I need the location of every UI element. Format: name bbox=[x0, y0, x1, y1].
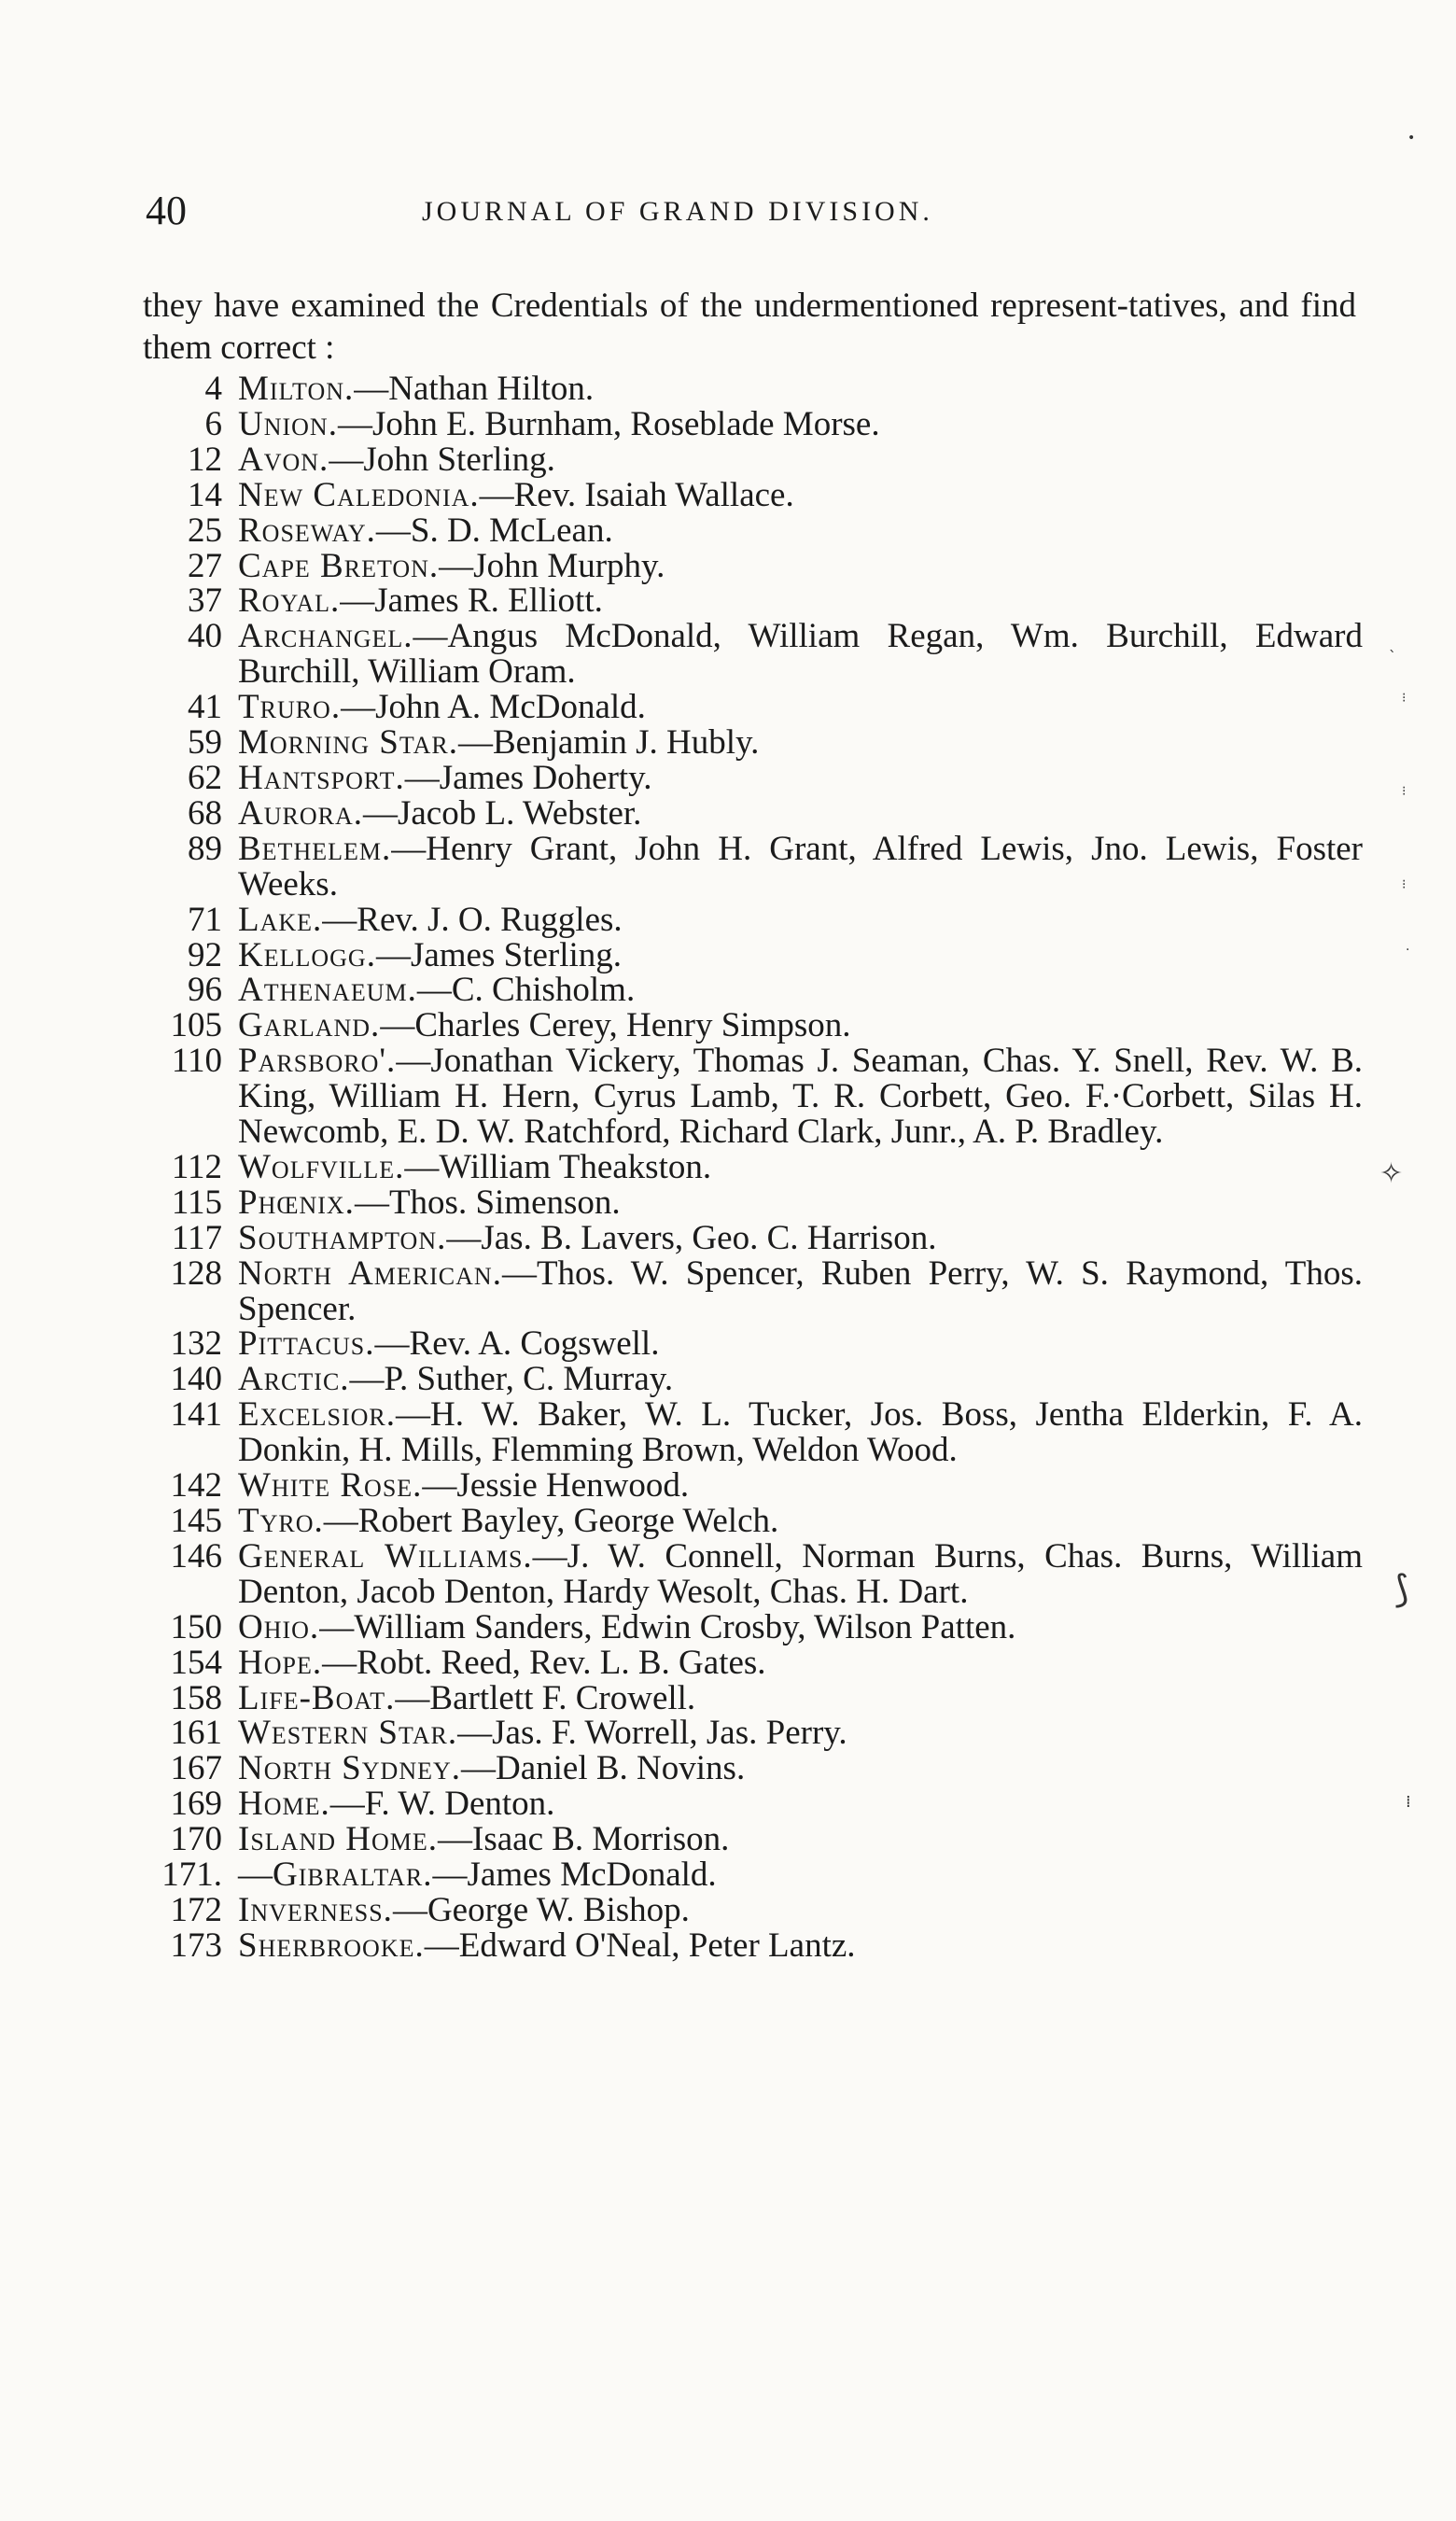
list-item bbox=[140, 442, 1363, 478]
representative-names: —Bartlett F. Crowell. bbox=[395, 1678, 696, 1717]
list-item bbox=[140, 1326, 1363, 1362]
lodge-name: North Sydney. bbox=[238, 1749, 461, 1788]
division-number: 117 bbox=[171, 1218, 222, 1257]
representative-names: —Jacob L. Webster. bbox=[362, 793, 642, 833]
list-item bbox=[140, 725, 1363, 761]
lodge-name: Cape Breton. bbox=[238, 546, 440, 585]
list-item bbox=[140, 583, 1363, 619]
list-item bbox=[140, 1504, 1363, 1539]
lodge-name: North American. bbox=[238, 1253, 502, 1293]
division-number: 167 bbox=[170, 1749, 222, 1788]
lodge-name: Phœnix. bbox=[238, 1183, 355, 1222]
division-number: 170 bbox=[170, 1820, 222, 1859]
lodge-name: Morning Star. bbox=[238, 723, 458, 763]
margin-specks: • ˎ ⁝ ⁝ ⁝ · ✧ ⟆ ⁞ bbox=[1379, 131, 1416, 1812]
lodge-name: Milton. bbox=[238, 370, 355, 408]
lodge-name: Archangel. bbox=[238, 617, 413, 656]
lodge-name: New Caledonia. bbox=[238, 475, 480, 514]
lodge-name: Royal. bbox=[238, 581, 341, 621]
representative-names: —Edward O'Neal, Peter Lantz. bbox=[424, 1926, 856, 1965]
division-number: 128 bbox=[170, 1253, 222, 1293]
representative-names: —Rev. J. O. Ruggles. bbox=[322, 900, 623, 939]
representative-names: —Daniel B. Novins. bbox=[461, 1749, 746, 1788]
division-number: 140 bbox=[170, 1360, 222, 1399]
representative-names: —Thos. Simenson. bbox=[354, 1183, 621, 1222]
list-item bbox=[140, 829, 1363, 903]
representative-names: —Isaac B. Morrison. bbox=[438, 1820, 730, 1859]
lodge-name: Union. bbox=[238, 404, 338, 443]
representative-names: —Angus McDonald, William Regan, Wm. Burchill, Edward Burchill, William Oram. bbox=[238, 617, 1363, 692]
lodge-name: White Rose. bbox=[238, 1466, 423, 1506]
representative-names: —Robt. Reed, Rev. L. B. Gates. bbox=[322, 1643, 766, 1682]
representative-names: —John A. McDonald. bbox=[341, 688, 646, 727]
lodge-name: Truro. bbox=[238, 688, 342, 727]
division-number: 37 bbox=[188, 581, 222, 621]
representative-names: —Henry Grant, John H. Grant, Alfred Lewis, Jno. Lewis, Foster Weeks. bbox=[238, 829, 1363, 903]
list-item bbox=[140, 793, 1363, 833]
lodge-name: Sherbrooke. bbox=[238, 1926, 425, 1965]
lodge-name: Island Home. bbox=[238, 1820, 438, 1859]
lodge-name: Kellogg. bbox=[238, 935, 376, 974]
list-item bbox=[140, 1928, 1363, 1964]
representative-names: —Jessie Henwood. bbox=[422, 1466, 690, 1506]
intro-paragraph: they have examined the Credentials of the undermentioned represent-tatives, and find them correct : bbox=[143, 287, 1356, 367]
division-number: 146 bbox=[170, 1536, 222, 1576]
representative-names: —Thos. W. Spencer, Ruben Perry, W. S. Raymond, Thos. Spencer. bbox=[238, 1253, 1363, 1328]
division-number: 141 bbox=[170, 1395, 222, 1435]
division-number: 4 bbox=[204, 370, 222, 408]
representative-names: —F. W. Denton. bbox=[329, 1785, 555, 1824]
page-number: 40 bbox=[146, 188, 187, 233]
representative-names: —Jas. F. Worrell, Jas. Perry. bbox=[457, 1714, 847, 1753]
division-number: 40 bbox=[188, 617, 222, 656]
list-item bbox=[140, 1857, 1363, 1893]
lodge-name: Bethelem. bbox=[238, 829, 392, 868]
lodge-name: Southampton. bbox=[238, 1218, 447, 1257]
lodge-name: Hantsport. bbox=[238, 758, 405, 797]
list-item bbox=[140, 1362, 1363, 1397]
representative-names: —Nathan Hilton. bbox=[354, 370, 595, 408]
running-title: JOURNAL OF GRAND DIVISION. bbox=[422, 196, 933, 227]
lodge-name: Life-Boat. bbox=[238, 1678, 396, 1717]
lodge-name: Avon. bbox=[238, 440, 329, 479]
representative-names: —S. D. McLean. bbox=[375, 511, 613, 550]
list-item bbox=[140, 935, 1363, 974]
division-number: 161 bbox=[170, 1714, 222, 1753]
list-item bbox=[140, 900, 1363, 939]
list-item bbox=[140, 1678, 1363, 1717]
representative-names: —William Sanders, Edwin Crosby, Wilson Patten. bbox=[319, 1607, 1016, 1646]
lodge-name: Parsboro'. bbox=[238, 1042, 397, 1081]
lodge-name: Inverness. bbox=[238, 1890, 393, 1929]
lodge-name: Athenaeum. bbox=[238, 971, 417, 1010]
representative-names: —Benjamin J. Hubly. bbox=[458, 723, 760, 763]
list-item bbox=[140, 475, 1363, 514]
representative-names: —John Sterling. bbox=[329, 440, 555, 479]
division-number: 158 bbox=[170, 1678, 222, 1717]
representative-names: —John Murphy. bbox=[439, 546, 665, 585]
representative-names: —Charles Cerey, Henry Simpson. bbox=[380, 1006, 851, 1045]
division-number: 145 bbox=[170, 1502, 222, 1540]
list-item bbox=[140, 1890, 1363, 1929]
list-item bbox=[140, 1716, 1363, 1751]
list-item bbox=[140, 1218, 1363, 1257]
lodge-prefix: — bbox=[238, 1856, 273, 1895]
list-item bbox=[140, 973, 1363, 1008]
list-item bbox=[140, 513, 1363, 549]
division-number: 171. bbox=[161, 1856, 222, 1895]
lodge-name: Lake. bbox=[238, 900, 323, 939]
division-number: 59 bbox=[188, 723, 222, 763]
division-number: 105 bbox=[170, 1006, 222, 1045]
representative-names: —James McDonald. bbox=[432, 1856, 717, 1895]
division-number: 96 bbox=[188, 971, 222, 1010]
representative-names: —Robert Bayley, George Welch. bbox=[323, 1502, 779, 1540]
lodge-name: Garland. bbox=[238, 1006, 381, 1045]
division-number: 89 bbox=[188, 829, 222, 868]
list-item bbox=[140, 1536, 1363, 1611]
representative-names: —Rev. A. Cogswell. bbox=[374, 1324, 660, 1364]
lodge-name: Arctic. bbox=[238, 1360, 350, 1399]
division-number: 172 bbox=[170, 1890, 222, 1929]
list-item bbox=[140, 1786, 1363, 1822]
division-number: 6 bbox=[204, 404, 222, 443]
list-item bbox=[140, 758, 1363, 797]
representative-names: —William Theakston. bbox=[404, 1147, 712, 1186]
representative-names: —James Doherty. bbox=[404, 758, 652, 797]
representative-names: —Jonathan Vickery, Thomas J. Seaman, Chas. Y. Snell, Rev. W. B. King, William H. Hern, Cyrus Lamb, T. R. Corbett, Geo. F.·Corbett, Silas H. Newcomb, E. D. W. Ratchford, Richard Clark, Junr., A. P. Bradley. bbox=[238, 1042, 1363, 1152]
division-number: 12 bbox=[188, 440, 222, 479]
list-item bbox=[140, 546, 1363, 585]
division-number: 115 bbox=[171, 1183, 222, 1222]
list-item bbox=[140, 690, 1363, 725]
lodge-name: Wolfville. bbox=[238, 1147, 405, 1186]
representative-names: —H. W. Baker, W. L. Tucker, Jos. Boss, Jentha Elderkin, F. A. Donkin, H. Mills, Flemming Brown, Weldon Wood. bbox=[238, 1395, 1363, 1470]
list-item bbox=[140, 1008, 1363, 1043]
division-number: 92 bbox=[188, 935, 222, 974]
representative-names: —John E. Burnham, Roseblade Morse. bbox=[337, 404, 880, 443]
list-item bbox=[140, 1043, 1363, 1150]
list-item bbox=[140, 404, 1363, 443]
lodge-name: Aurora. bbox=[238, 793, 363, 833]
representative-names: —James R. Elliott. bbox=[340, 581, 603, 621]
division-number: 110 bbox=[171, 1042, 222, 1081]
representative-list bbox=[140, 371, 1363, 1964]
lodge-name: Hope. bbox=[238, 1643, 323, 1682]
division-number: 25 bbox=[188, 511, 222, 550]
division-number: 154 bbox=[170, 1643, 222, 1682]
lodge-name: Western Star. bbox=[238, 1714, 458, 1753]
list-item bbox=[140, 371, 1363, 407]
list-item bbox=[140, 619, 1363, 690]
representative-names: —Jas. B. Lavers, Geo. C. Harrison. bbox=[446, 1218, 937, 1257]
lodge-name: Pittacus. bbox=[238, 1324, 375, 1364]
division-number: 112 bbox=[171, 1147, 222, 1186]
division-number: 41 bbox=[188, 688, 222, 727]
division-number: 169 bbox=[170, 1785, 222, 1824]
division-number: 68 bbox=[188, 793, 222, 833]
lodge-name: Gibraltar. bbox=[273, 1856, 433, 1895]
lodge-name: Home. bbox=[238, 1785, 330, 1824]
representative-names: —J. W. Connell, Norman Burns, Chas. Burns, William Denton, Jacob Denton, Hardy Wesolt, Chas. H. Dart. bbox=[238, 1536, 1363, 1611]
list-item bbox=[140, 1643, 1363, 1682]
division-number: 71 bbox=[188, 900, 222, 939]
division-number: 132 bbox=[170, 1324, 222, 1364]
list-item bbox=[140, 1751, 1363, 1786]
division-number: 14 bbox=[188, 475, 222, 514]
list-item bbox=[140, 1147, 1363, 1186]
division-number: 27 bbox=[188, 546, 222, 585]
lodge-name: General Williams. bbox=[238, 1536, 533, 1576]
list-item bbox=[140, 1397, 1363, 1468]
representative-names: —Rev. Isaiah Wallace. bbox=[479, 475, 794, 514]
list-item bbox=[140, 1253, 1363, 1328]
lodge-name: Excelsior. bbox=[238, 1395, 396, 1435]
division-number: 62 bbox=[188, 758, 222, 797]
representative-names: —George W. Bishop. bbox=[392, 1890, 690, 1929]
division-number: 150 bbox=[170, 1607, 222, 1646]
lodge-name: Tyro. bbox=[238, 1502, 324, 1540]
list-item bbox=[140, 1822, 1363, 1857]
division-number: 142 bbox=[170, 1466, 222, 1506]
list-item bbox=[140, 1468, 1363, 1504]
list-item bbox=[140, 1607, 1363, 1646]
division-number: 173 bbox=[170, 1926, 222, 1965]
lodge-name: Ohio. bbox=[238, 1607, 320, 1646]
representative-names: —James Sterling. bbox=[375, 935, 623, 974]
list-item bbox=[140, 1185, 1363, 1221]
page-header bbox=[146, 187, 1350, 243]
representative-names: —C. Chisholm. bbox=[416, 971, 636, 1010]
lodge-name: Roseway. bbox=[238, 511, 376, 550]
representative-names: —P. Suther, C. Murray. bbox=[349, 1360, 674, 1399]
